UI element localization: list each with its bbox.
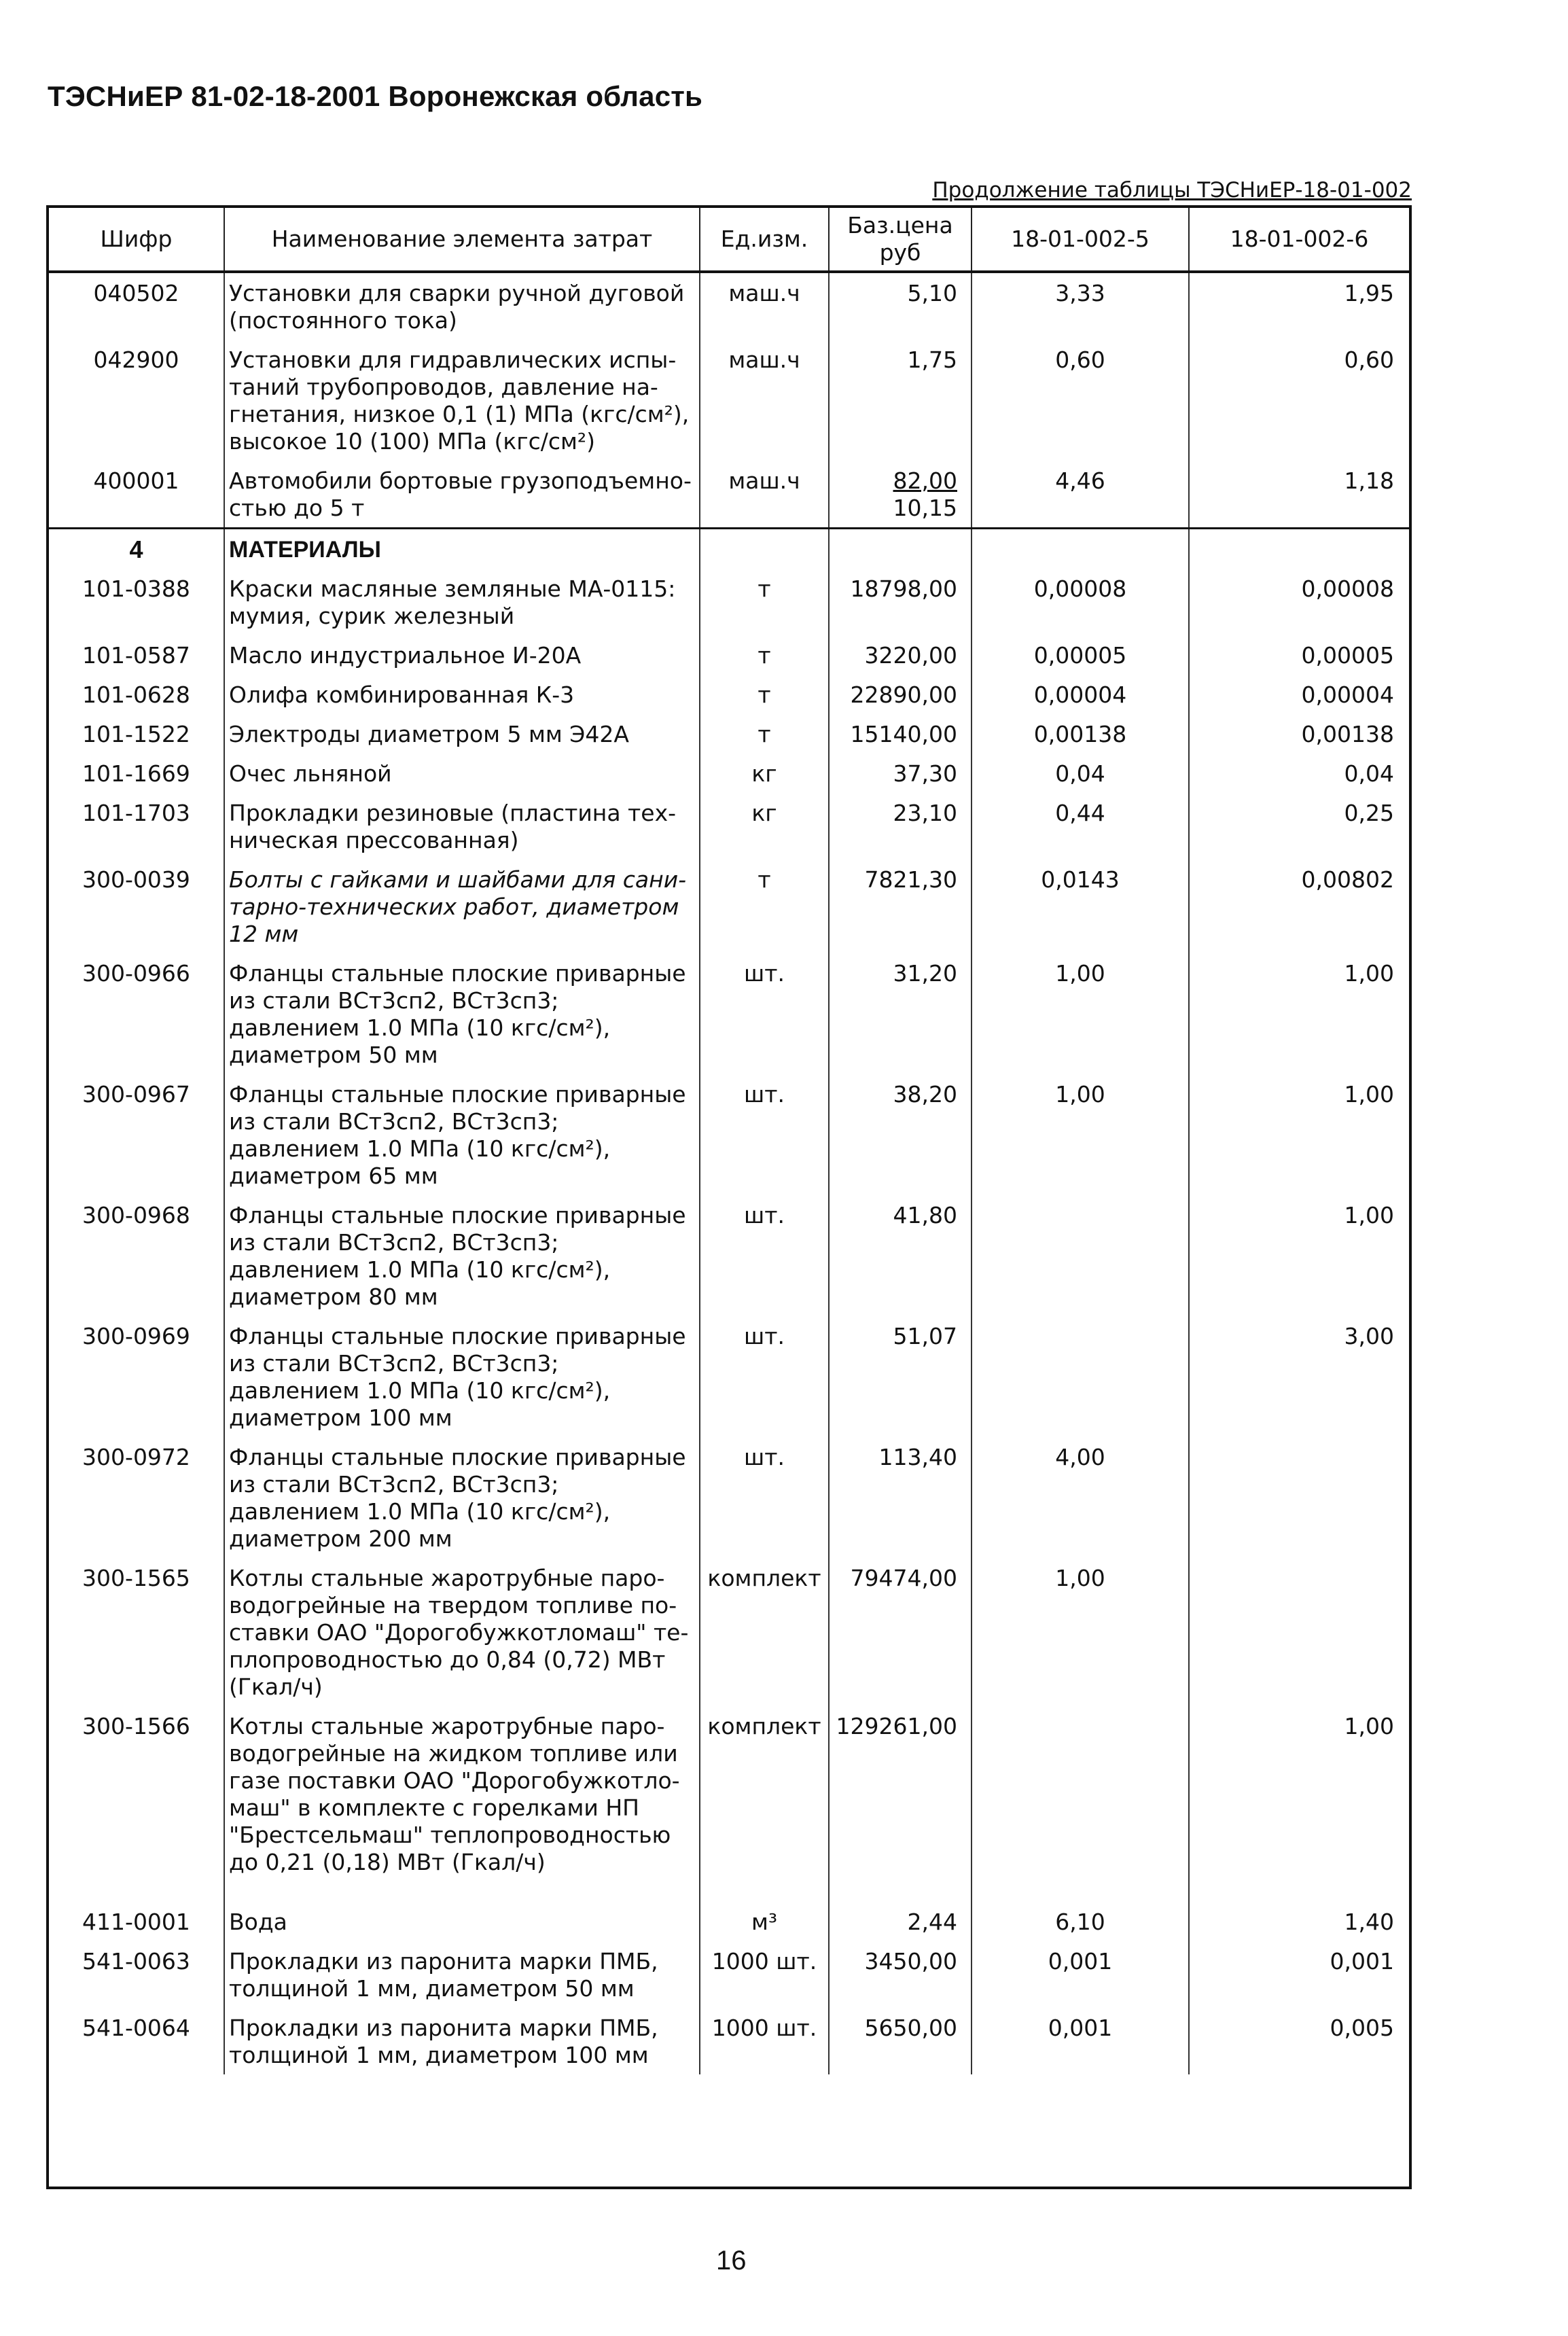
- cell-value-5: 4,46: [972, 461, 1189, 529]
- cell-value-5: 3,33: [972, 272, 1189, 340]
- cell-code: 101-0587: [49, 635, 224, 675]
- cell-price: 38,20: [829, 1074, 972, 1195]
- cell-value-6: 0,25: [1344, 800, 1394, 826]
- cell-unit: кг: [700, 754, 829, 793]
- cell-name: Фланцы стальные плоские приварные из стали ВСт3сп2, ВСт3сп3; давлением 1.0 МПа (10 кгс/см²), диаметром 50 мм: [224, 953, 700, 1074]
- cell-unit: маш.ч: [700, 461, 829, 529]
- section-number: 4: [49, 529, 224, 569]
- cell-name: Прокладки резиновые (пластина тех-ническая прессованная): [224, 793, 700, 860]
- cell-value-5: 0,00004: [972, 675, 1189, 714]
- section-row: [49, 529, 1409, 569]
- table-row: [49, 1902, 1409, 1941]
- cell-price: 23,10: [829, 793, 972, 860]
- table-row: [49, 1941, 1409, 2008]
- cell-name: Электроды диаметром 5 мм Э42А: [224, 714, 700, 754]
- table-row: [49, 1316, 1409, 1437]
- column-header-18-01-002-6: 18-01-002-6: [1189, 208, 1409, 272]
- page-number: 16: [716, 2246, 747, 2276]
- cell-value-6: 0,001: [1330, 1948, 1394, 1975]
- cell-value-6: 1,00: [1344, 1202, 1394, 1228]
- cell-code: 300-0969: [49, 1316, 224, 1437]
- cell-value-6: 3,00: [1344, 1323, 1394, 1349]
- column-header-code: Шифр: [49, 208, 224, 272]
- cell-value-5: 0,04: [972, 754, 1189, 793]
- cell-price: 15140,00: [829, 714, 972, 754]
- column-header-price: Баз.цена руб: [829, 208, 972, 272]
- cell-price: 7821,30: [829, 860, 972, 953]
- cell-value-6: 0,00008: [1301, 576, 1394, 602]
- cell-name: Фланцы стальные плоские приварные из стали ВСт3сп2, ВСт3сп3; давлением 1.0 МПа (10 кгс/см²), диаметром 65 мм: [224, 1074, 700, 1195]
- cell-code: 101-1669: [49, 754, 224, 793]
- section-title: МАТЕРИАЛЫ: [224, 529, 700, 569]
- cell-name: Автомобили бортовые грузоподъемно-стью до 5 т: [224, 461, 700, 529]
- cell-code: 400001: [49, 461, 224, 529]
- cell-unit: шт.: [700, 1316, 829, 1437]
- cell-unit: комплект: [700, 1706, 829, 1881]
- table-row: [49, 1558, 1409, 1706]
- cell-value-6: 0,00005: [1301, 642, 1394, 669]
- cell-code: 541-0064: [49, 2008, 224, 2074]
- column-header-unit: Ед.изм.: [700, 208, 829, 272]
- cell-value-6: 1,00: [1344, 1081, 1394, 1108]
- cell-unit: комплект: [700, 1558, 829, 1706]
- cell-value-6: 1,40: [1344, 1909, 1394, 1935]
- table-row: [49, 461, 1409, 529]
- cell-unit: т: [700, 714, 829, 754]
- cell-code: 040502: [49, 272, 224, 340]
- cell-value-5: 0,00138: [972, 714, 1189, 754]
- cell-code: 101-0628: [49, 675, 224, 714]
- document-title: ТЭСНиЕР 81-02-18-2001 Воронежская область: [48, 80, 703, 112]
- cell-value-6: 1,00: [1344, 960, 1394, 987]
- table-row: [49, 340, 1409, 461]
- cell-price: 2,44: [829, 1902, 972, 1941]
- cell-price: 41,80: [829, 1195, 972, 1316]
- table-row: [49, 793, 1409, 860]
- cell-price: 37,30: [829, 754, 972, 793]
- table-header-row: [49, 208, 1409, 272]
- table-row: [49, 2008, 1409, 2074]
- cell-value-5: 1,00: [972, 953, 1189, 1074]
- cell-value-5: 0,60: [972, 340, 1189, 461]
- cell-price: 51,07: [829, 1316, 972, 1437]
- table-row: [49, 714, 1409, 754]
- cell-code: 300-0968: [49, 1195, 224, 1316]
- cell-code: 541-0063: [49, 1941, 224, 2008]
- cell-value-6: 0,00802: [1301, 866, 1394, 893]
- cell-price: 5650,00: [829, 2008, 972, 2074]
- cell-name: Установки для гидравлических испы-таний трубопроводов, давление на-гнетания, низкое 0,1 (1) МПа (кгс/см²), высокое 10 (100) МПа (кгс/см²): [224, 340, 700, 461]
- cell-unit: маш.ч: [700, 272, 829, 340]
- cell-code: 300-1566: [49, 1706, 224, 1881]
- cell-name: Фланцы стальные плоские приварные из стали ВСт3сп2, ВСт3сп3; давлением 1.0 МПа (10 кгс/см²), диаметром 100 мм: [224, 1316, 700, 1437]
- cell-code: 300-0966: [49, 953, 224, 1074]
- table-row: [49, 1437, 1409, 1558]
- cell-value-6: 1,95: [1344, 280, 1394, 306]
- cell-unit: м³: [700, 1902, 829, 1941]
- cell-name: Прокладки из паронита марки ПМБ, толщиной 1 мм, диаметром 50 мм: [224, 1941, 700, 2008]
- cell-unit: маш.ч: [700, 340, 829, 461]
- cell-price: 129261,00: [829, 1706, 972, 1881]
- cell-unit: т: [700, 569, 829, 635]
- cell-name: Болты с гайками и шайбами для сани-тарно-технических работ, диаметром 12 мм: [224, 860, 700, 953]
- cell-value-6: [1189, 1437, 1409, 1558]
- cell-value-6: 0,00138: [1301, 721, 1394, 747]
- table-row: [49, 272, 1409, 340]
- price-secondary: 10,15: [893, 495, 957, 521]
- table-row: [49, 635, 1409, 675]
- cell-price: [829, 461, 972, 529]
- cell-name: Фланцы стальные плоские приварные из стали ВСт3сп2, ВСт3сп3; давлением 1.0 МПа (10 кгс/см²), диаметром 200 мм: [224, 1437, 700, 1558]
- column-header-18-01-002-5: 18-01-002-5: [972, 208, 1189, 272]
- cell-value-6: [1189, 1558, 1409, 1706]
- cell-unit: 1000 шт.: [700, 2008, 829, 2074]
- cell-price: 5,10: [829, 272, 972, 340]
- cell-price: 3220,00: [829, 635, 972, 675]
- cell-name: Котлы стальные жаротрубные паро-водогрейные на жидком топливе или газе поставки ОАО "Дорогобужкотло-маш" в комплекте с горелками НП "Брестсельмаш" теплопроводностью до 0,21 (0,18) МВт (Гкал/ч): [224, 1706, 700, 1881]
- cell-name: Установки для сварки ручной дуговой (постоянного тока): [224, 272, 700, 340]
- cell-price: 3450,00: [829, 1941, 972, 2008]
- cell-price: 113,40: [829, 1437, 972, 1558]
- cell-unit: шт.: [700, 953, 829, 1074]
- cell-value-6: 1,00: [1344, 1713, 1394, 1739]
- cell-value-6: 0,00004: [1301, 682, 1394, 708]
- cell-unit: шт.: [700, 1074, 829, 1195]
- cell-value-6: 1,18: [1344, 467, 1394, 494]
- cell-code: 101-1703: [49, 793, 224, 860]
- table-row: [49, 1706, 1409, 1881]
- cell-code: 042900: [49, 340, 224, 461]
- table-row: [49, 569, 1409, 635]
- cell-value-5: [972, 1316, 1189, 1437]
- cell-value-5: 4,00: [972, 1437, 1189, 1558]
- table-spacer-row: [49, 1881, 1409, 1902]
- cell-unit: т: [700, 675, 829, 714]
- cell-value-5: 0,001: [972, 1941, 1189, 2008]
- cell-price: 31,20: [829, 953, 972, 1074]
- cell-value-6: 0,04: [1344, 760, 1394, 787]
- cell-price: 22890,00: [829, 675, 972, 714]
- cell-name: Масло индустриальное И-20А: [224, 635, 700, 675]
- price-primary: 82,00: [893, 467, 957, 494]
- cell-name: Олифа комбинированная К-3: [224, 675, 700, 714]
- cell-name: Котлы стальные жаротрубные паро-водогрейные на твердом топливе по-ставки ОАО "Дорогобужкотломаш" те-плопроводностью до 0,84 (0,72) МВт (Гкал/ч): [224, 1558, 700, 1706]
- cell-price: 79474,00: [829, 1558, 972, 1706]
- cell-unit: кг: [700, 793, 829, 860]
- cell-code: 101-0388: [49, 569, 224, 635]
- cell-value-5: [972, 1706, 1189, 1881]
- cell-value-5: 0,0143: [972, 860, 1189, 953]
- cell-name: Краски масляные земляные МА-0115: мумия, сурик железный: [224, 569, 700, 635]
- table-row: [49, 860, 1409, 953]
- cost-table-frame: [46, 205, 1412, 2189]
- cell-value-5: 1,00: [972, 1558, 1189, 1706]
- cell-unit: шт.: [700, 1437, 829, 1558]
- cell-name: Фланцы стальные плоские приварные из стали ВСт3сп2, ВСт3сп3; давлением 1.0 МПа (10 кгс/см²), диаметром 80 мм: [224, 1195, 700, 1316]
- cell-code: 300-1565: [49, 1558, 224, 1706]
- cell-value-5: 1,00: [972, 1074, 1189, 1195]
- cell-price: 1,75: [829, 340, 972, 461]
- cell-value-5: 0,00008: [972, 569, 1189, 635]
- cell-code: 411-0001: [49, 1902, 224, 1941]
- cell-value-6: 0,60: [1344, 347, 1394, 373]
- cell-code: 300-0967: [49, 1074, 224, 1195]
- cell-price: 18798,00: [829, 569, 972, 635]
- cell-value-5: 0,001: [972, 2008, 1189, 2074]
- cost-table: [49, 208, 1409, 2074]
- cell-value-5: [972, 1195, 1189, 1316]
- cell-value-5: 0,44: [972, 793, 1189, 860]
- cell-unit: т: [700, 635, 829, 675]
- cell-value-5: 0,00005: [972, 635, 1189, 675]
- table-row: [49, 1195, 1409, 1316]
- cell-code: 300-0972: [49, 1437, 224, 1558]
- table-row: [49, 953, 1409, 1074]
- cell-unit: т: [700, 860, 829, 953]
- cell-code: 101-1522: [49, 714, 224, 754]
- table-row: [49, 675, 1409, 714]
- cell-unit: 1000 шт.: [700, 1941, 829, 2008]
- column-header-name: Наименование элемента затрат: [224, 208, 700, 272]
- table-continuation-caption: Продолжение таблицы ТЭСНиЕР-18-01-002: [932, 178, 1412, 202]
- cell-code: 300-0039: [49, 860, 224, 953]
- cell-value-5: 6,10: [972, 1902, 1189, 1941]
- table-row: [49, 1074, 1409, 1195]
- cell-unit: шт.: [700, 1195, 829, 1316]
- cell-name: Вода: [224, 1902, 700, 1941]
- cell-name: Очес льняной: [224, 754, 700, 793]
- table-row: [49, 754, 1409, 793]
- cell-value-6: 0,005: [1330, 2015, 1394, 2041]
- cell-name: Прокладки из паронита марки ПМБ, толщиной 1 мм, диаметром 100 мм: [224, 2008, 700, 2074]
